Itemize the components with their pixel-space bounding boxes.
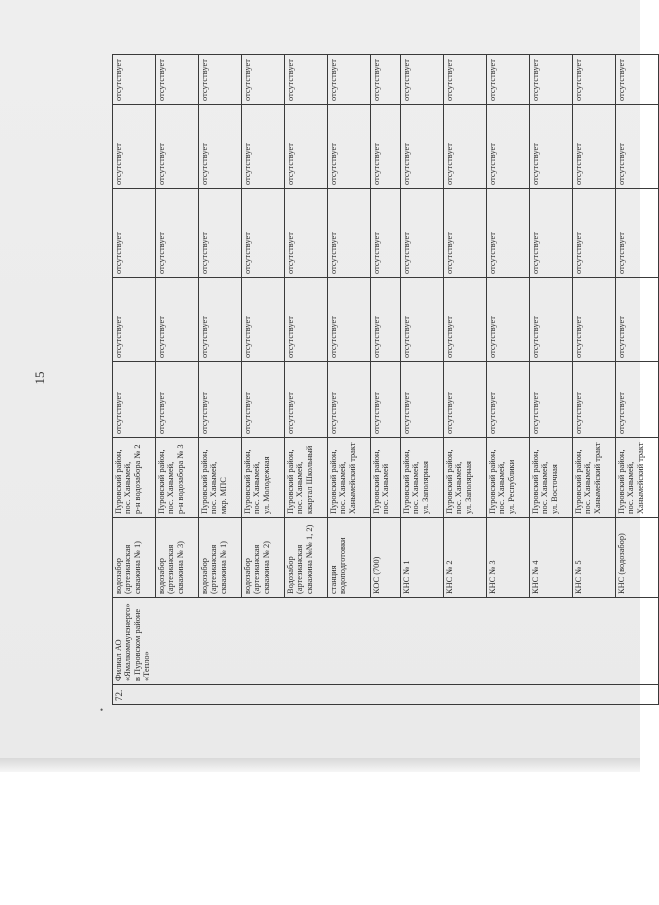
- value-cell: отсутствует: [572, 105, 615, 189]
- object-cell: КНС № 2: [443, 518, 486, 598]
- value-cell: отсутствует: [529, 189, 572, 278]
- value-cell: отсутствует: [370, 189, 400, 278]
- object-cell: водозабор (артезианская скважина № 2): [241, 518, 284, 598]
- value-cell: отсутствует: [113, 105, 156, 189]
- value-cell: отсутствует: [198, 362, 241, 438]
- value-cell: отсутствует: [284, 278, 327, 362]
- value-cell: отсутствует: [241, 189, 284, 278]
- value-cell: отсутствует: [198, 55, 241, 105]
- value-cell: отсутствует: [113, 189, 156, 278]
- value-cell: отсутствует: [615, 55, 658, 105]
- value-cell: отсутствует: [370, 362, 400, 438]
- value-cell: отсутствует: [327, 189, 370, 278]
- value-cell: отсутствует: [370, 278, 400, 362]
- value-cell: отсутствует: [615, 189, 658, 278]
- objects-table: [112, 54, 659, 705]
- object-cell: водозабор (артезианская скважина № 1): [113, 518, 156, 598]
- page-number: 15: [32, 371, 47, 385]
- value-cell: отсутствует: [113, 362, 156, 438]
- value-cell: отсутствует: [615, 105, 658, 189]
- value-cell: отсутствует: [400, 362, 443, 438]
- value-cell: отсутствует: [572, 55, 615, 105]
- address-cell: Пуровский район, пос. Ханымей, ул. Республики: [486, 438, 529, 518]
- value-cell: отсутствует: [327, 362, 370, 438]
- value-cell: отсутствует: [155, 189, 198, 278]
- value-cell: отсутствует: [486, 278, 529, 362]
- address-cell: Пуровский район, пос. Ханымей, Ханымейский тракт: [615, 438, 658, 518]
- address-cell: Пуровский район, пос. Ханымей, Ханымейский тракт: [327, 438, 370, 518]
- value-cell: отсутствует: [155, 362, 198, 438]
- value-cell: отсутствует: [400, 189, 443, 278]
- value-cell: отсутствует: [400, 105, 443, 189]
- address-cell: Пуровский район, пос. Ханымей, ул. Молодежная: [241, 438, 284, 518]
- organization-cell: Филиал АО «Ямалкоммунэнерго» в Пуровском районе «Тепло»: [113, 598, 659, 685]
- value-cell: отсутствует: [241, 362, 284, 438]
- value-cell: отсутствует: [443, 105, 486, 189]
- value-cell: отсутствует: [615, 362, 658, 438]
- value-cell: отсутствует: [529, 278, 572, 362]
- address-cell: Пуровский район, пос. Ханымей, ул. Заполярная: [443, 438, 486, 518]
- object-cell: КНС № 3: [486, 518, 529, 598]
- value-cell: отсутствует: [370, 55, 400, 105]
- value-cell: отсутствует: [327, 55, 370, 105]
- value-cell: отсутствует: [327, 105, 370, 189]
- address-cell: Пуровский район, пос. Ханымей, квартал Школьный: [284, 438, 327, 518]
- value-cell: отсутствует: [198, 189, 241, 278]
- value-cell: отсутствует: [615, 278, 658, 362]
- address-cell: Пуровский район, пос. Ханымей: [370, 438, 400, 518]
- object-cell: водозабор (артезианская скважина № 1): [198, 518, 241, 598]
- value-cell: отсутствует: [113, 278, 156, 362]
- value-cell: отсутствует: [241, 105, 284, 189]
- row-number-cell: 72.: [113, 685, 659, 705]
- rotated-table-frame: [112, 55, 659, 705]
- value-cell: отсутствует: [198, 278, 241, 362]
- scan-edge: [0, 758, 640, 772]
- object-cell: Водозабор (артезианская скважина №№ 1, 2): [284, 518, 327, 598]
- address-cell: Пуровский район, пос. Ханымей, Ханымейский тракт: [572, 438, 615, 518]
- value-cell: отсутствует: [284, 105, 327, 189]
- value-cell: отсутствует: [443, 278, 486, 362]
- value-cell: отсутствует: [486, 362, 529, 438]
- value-cell: отсутствует: [113, 55, 156, 105]
- value-cell: отсутствует: [241, 55, 284, 105]
- value-cell: отсутствует: [198, 105, 241, 189]
- object-cell: КОС (700): [370, 518, 400, 598]
- value-cell: отсутствует: [529, 105, 572, 189]
- value-cell: отсутствует: [443, 189, 486, 278]
- address-cell: Пуровский район, пос. Ханымей, ул. Восточная: [529, 438, 572, 518]
- value-cell: отсутствует: [572, 278, 615, 362]
- value-cell: отсутствует: [400, 278, 443, 362]
- value-cell: отсутствует: [486, 189, 529, 278]
- value-cell: отсутствует: [241, 278, 284, 362]
- value-cell: отсутствует: [155, 105, 198, 189]
- value-cell: отсутствует: [443, 362, 486, 438]
- table-body: [113, 55, 659, 705]
- value-cell: отсутствует: [572, 189, 615, 278]
- value-cell: отсутствует: [529, 55, 572, 105]
- object-cell: станция водоподготовки: [327, 518, 370, 598]
- object-cell: водозабор (артезианская скважина № 3): [155, 518, 198, 598]
- value-cell: отсутствует: [400, 55, 443, 105]
- value-cell: отсутствует: [572, 362, 615, 438]
- object-cell: КНС (водозабор): [615, 518, 658, 598]
- address-cell: Пуровский район, пос. Ханымей, р-н водозабора № 2: [113, 438, 156, 518]
- object-cell: КНС № 5: [572, 518, 615, 598]
- address-cell: Пуровский район, пос. Ханымей, р-н водозабора № 3: [155, 438, 198, 518]
- value-cell: отсутствует: [284, 189, 327, 278]
- value-cell: отсутствует: [155, 278, 198, 362]
- value-cell: отсутствует: [327, 278, 370, 362]
- value-cell: отсутствует: [486, 55, 529, 105]
- value-cell: отсутствует: [443, 55, 486, 105]
- scan-mark: •: [100, 705, 104, 715]
- object-cell: КНС № 1: [400, 518, 443, 598]
- value-cell: отсутствует: [529, 362, 572, 438]
- value-cell: отсутствует: [284, 362, 327, 438]
- value-cell: отсутствует: [284, 55, 327, 105]
- value-cell: отсутствует: [370, 105, 400, 189]
- object-cell: КНС № 4: [529, 518, 572, 598]
- table-row: [113, 55, 156, 705]
- address-cell: Пуровский район, пос. Ханымей, ул. Заполярная: [400, 438, 443, 518]
- value-cell: отсутствует: [486, 105, 529, 189]
- value-cell: отсутствует: [155, 55, 198, 105]
- address-cell: Пуровский район, пос. Ханымей, мкр. МПС: [198, 438, 241, 518]
